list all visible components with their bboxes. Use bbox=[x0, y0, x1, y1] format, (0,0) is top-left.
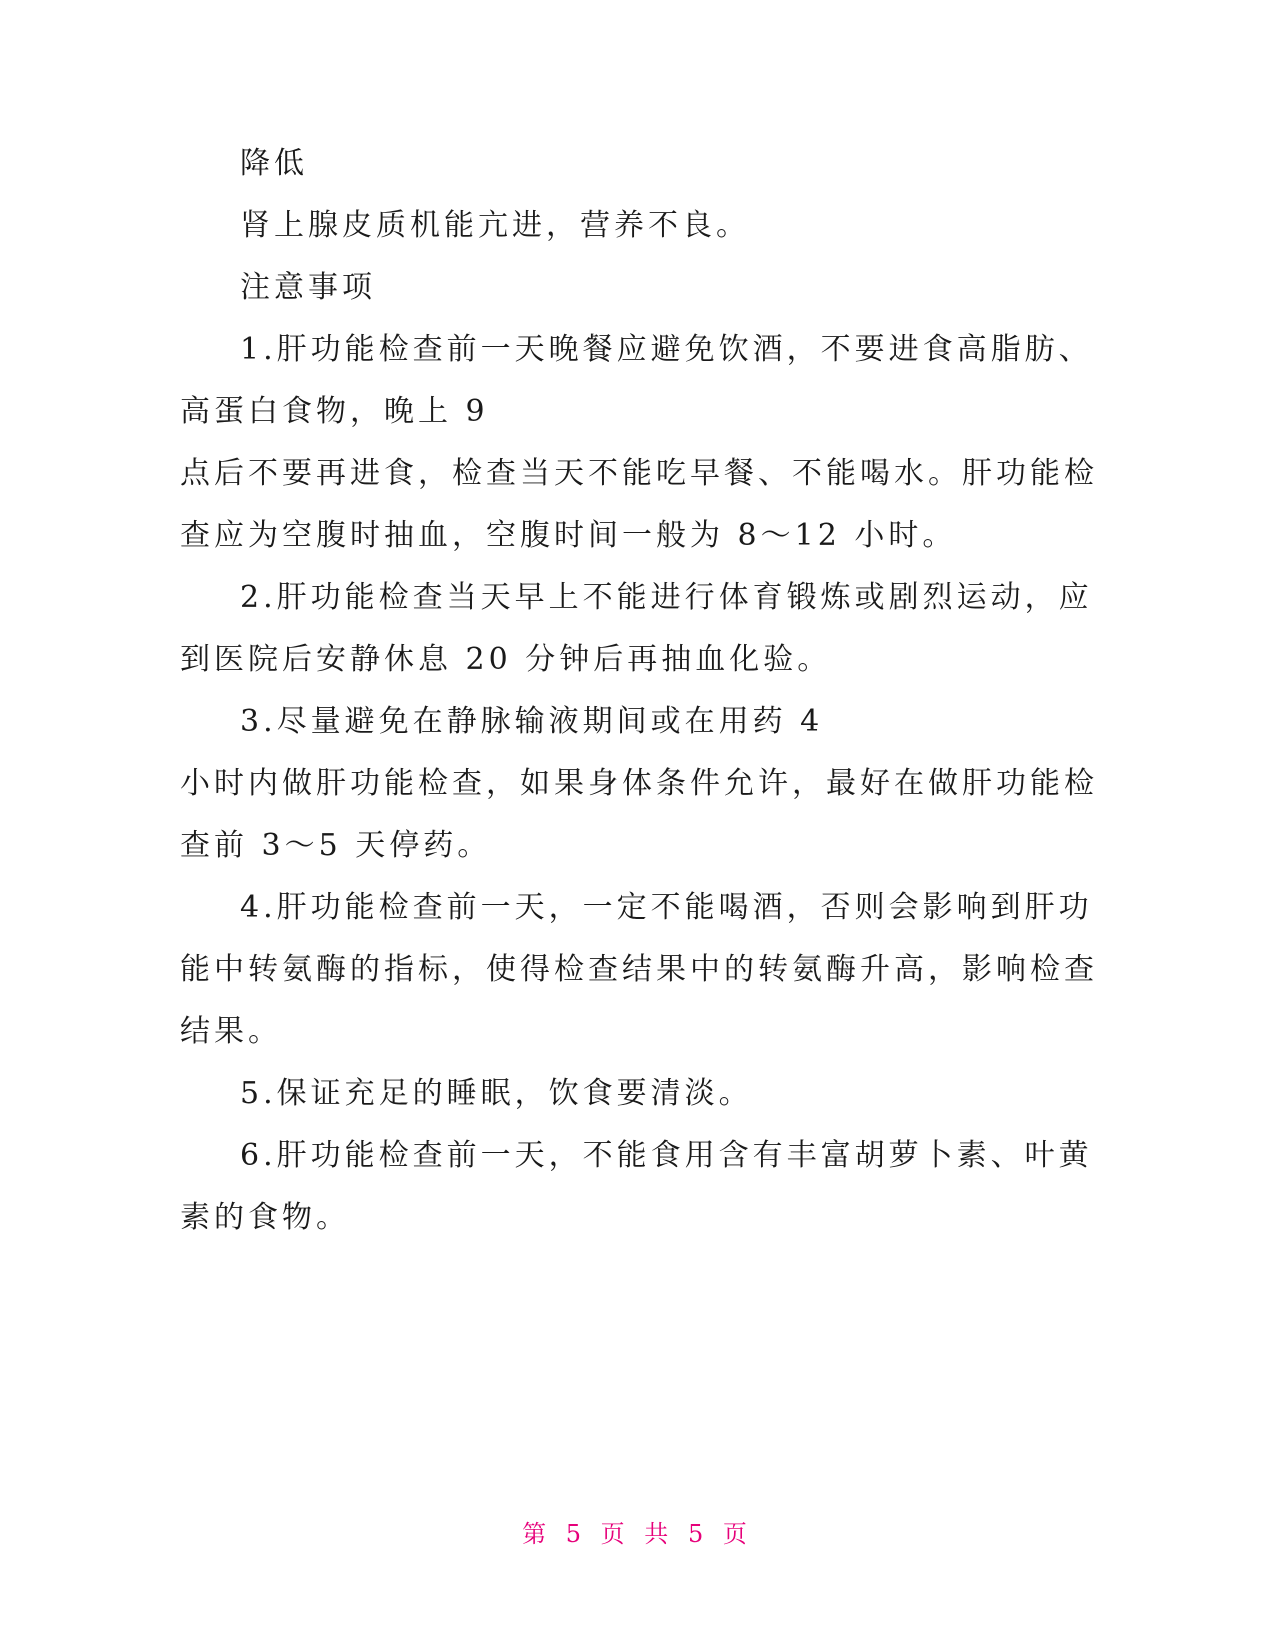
text-line-item1-c: 点后不要再进食，检查当天不能吃早餐、不能喝水。肝功能检 bbox=[180, 456, 1098, 491]
text-line-item3-c: 查前 3～5 天停药。 bbox=[180, 828, 492, 863]
text-line-heading-lower: 降低 bbox=[240, 146, 308, 181]
text-line-item2-b: 到医院后安静休息 20 分钟后再抽血化验。 bbox=[180, 642, 832, 677]
text-line-item6-a: 6.肝功能检查前一天，不能食用含有丰富胡萝卜素、叶黄 bbox=[240, 1138, 1093, 1173]
text-line-item1-a: 1.肝功能检查前一天晚餐应避免饮酒，不要进食高脂肪、 bbox=[240, 332, 1093, 367]
text-line-item6-b: 素的食物。 bbox=[180, 1200, 350, 1235]
text-line-item3-b: 小时内做肝功能检查，如果身体条件允许，最好在做肝功能检 bbox=[180, 766, 1098, 801]
text-line-hyperadrenal: 肾上腺皮质机能亢进，营养不良。 bbox=[240, 208, 750, 243]
text-line-item1-b: 高蛋白食物，晚上 9 bbox=[180, 394, 489, 429]
text-line-item4-c: 结果。 bbox=[180, 1014, 282, 1049]
text-line-item4-a: 4.肝功能检查前一天，一定不能喝酒，否则会影响到肝功 bbox=[240, 890, 1093, 925]
text-line-item4-b: 能中转氨酶的指标，使得检查结果中的转氨酶升高，影响检查 bbox=[180, 952, 1098, 987]
page-number-footer: 第 5 页 共 5 页 bbox=[522, 1520, 753, 1548]
text-line-item1-d: 查应为空腹时抽血，空腹时间一般为 8～12 小时。 bbox=[180, 518, 957, 553]
text-line-item2-a: 2.肝功能检查当天早上不能进行体育锻炼或剧烈运动，应 bbox=[240, 580, 1093, 615]
text-line-item3-a: 3.尽量避免在静脉输液期间或在用药 4 bbox=[240, 704, 824, 739]
text-line-notes-heading: 注意事项 bbox=[240, 270, 376, 305]
text-line-item5: 5.保证充足的睡眠，饮食要清淡。 bbox=[240, 1076, 753, 1111]
